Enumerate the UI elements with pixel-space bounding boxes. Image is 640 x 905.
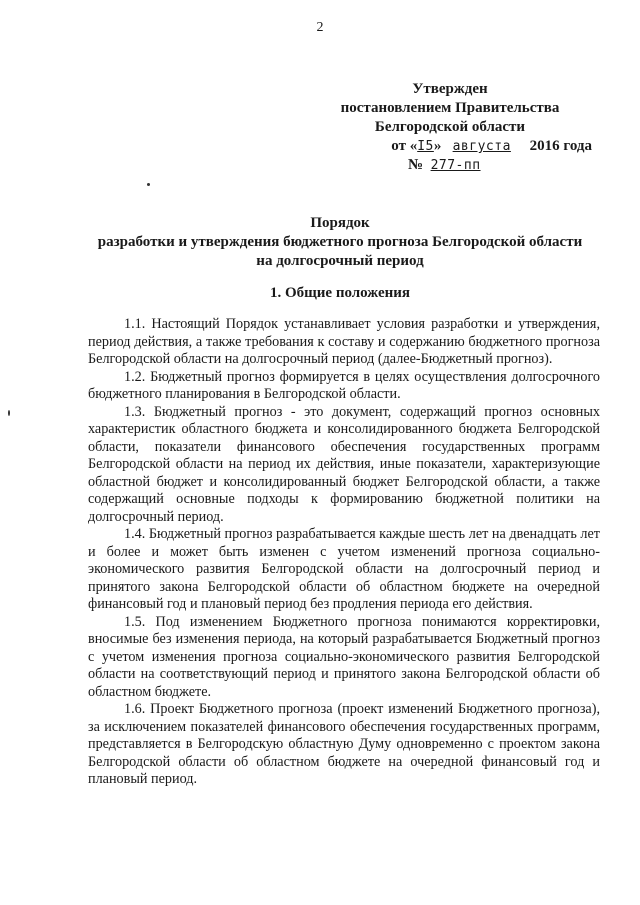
date-prefix: от «: [391, 138, 418, 154]
page-number: 2: [316, 20, 324, 35]
approval-date: [300, 137, 600, 156]
paragraph-1-5: 1.5. Под изменением Бюджетного прогноза понимаются корректировки, вносимые без изменения периода, на который разрабатывается Бюджетный прогноз с учетом изменения прогноза социально-экономического развития Белгородской области на соответствующий период и принятого закона Белгородской области об областном бюджете.: [88, 613, 600, 700]
scan-speck: [147, 183, 150, 186]
section-heading: 1. Общие положения: [269, 285, 411, 301]
date-mid: »: [433, 138, 442, 154]
paragraph-1-2: 1.2. Бюджетный прогноз формируется в целях осуществления долгосрочного бюджетного планирования в Белгородской области.: [88, 368, 600, 402]
approval-number: [300, 156, 600, 175]
paragraph-1-6: 1.6. Проект Бюджетного прогноза (проект изменений Бюджетного прогноза), за исключением показателей финансового обеспечения государственных программ, представляется в Белгородскую областную Думу одновременно с проектом закона Белгородской области об областном бюджете на очередной финансовый год и плановый период.: [88, 701, 600, 787]
number-value: 277-пп: [430, 158, 481, 173]
document-title: [60, 214, 620, 271]
title-line-3: на долгосрочный период: [256, 253, 424, 269]
title-line-2: разработки и утверждения бюджетного прогноза Белгородской области: [97, 234, 583, 250]
body-text: [88, 316, 600, 789]
approval-stamp: [300, 80, 600, 175]
approval-approved: Утвержден: [412, 81, 488, 97]
date-day: I5: [417, 139, 434, 154]
paragraph-1-4: 1.4. Бюджетный прогноз разрабатывается каждые шесть лет на двенадцать лет и более и может быть изменен с учетом изменений прогноза социально-экономического развития Белгородской области на долгосрочный период и принятого закона Белгородской области об областном бюджете на очередной финансовый год и плановый период без продления периода его действия.: [88, 526, 600, 612]
title-line-1: Порядок: [310, 215, 370, 231]
date-year: 2016 года: [529, 138, 592, 154]
number-prefix: №: [408, 157, 424, 173]
date-month: августа: [452, 139, 511, 154]
approval-resolution: постановлением Правительства: [340, 100, 560, 116]
approval-region: Белгородской области: [374, 119, 526, 135]
paragraph-1-3: 1.3. Бюджетный прогноз - это документ, содержащий прогноз основных характеристик областного бюджета и консолидированного бюджета Белгородской области, показатели финансового обеспечения государственных программ Белгородской области на период их действия, иные показатели, характеризующие областной бюджет и консолидированный бюджет Белгородской области, а также содержащий основные подходы к формированию бюджетной политики на долгосрочный период.: [88, 403, 600, 525]
scan-speck: [8, 410, 10, 416]
paragraph-1-1: 1.1. Настоящий Порядок устанавливает условия разработки и утверждения, период действия, а также требования к составу и содержанию бюджетного прогноза Белгородской области на долгосрочный период (далее-Бюджетный прогноз).: [88, 316, 600, 367]
